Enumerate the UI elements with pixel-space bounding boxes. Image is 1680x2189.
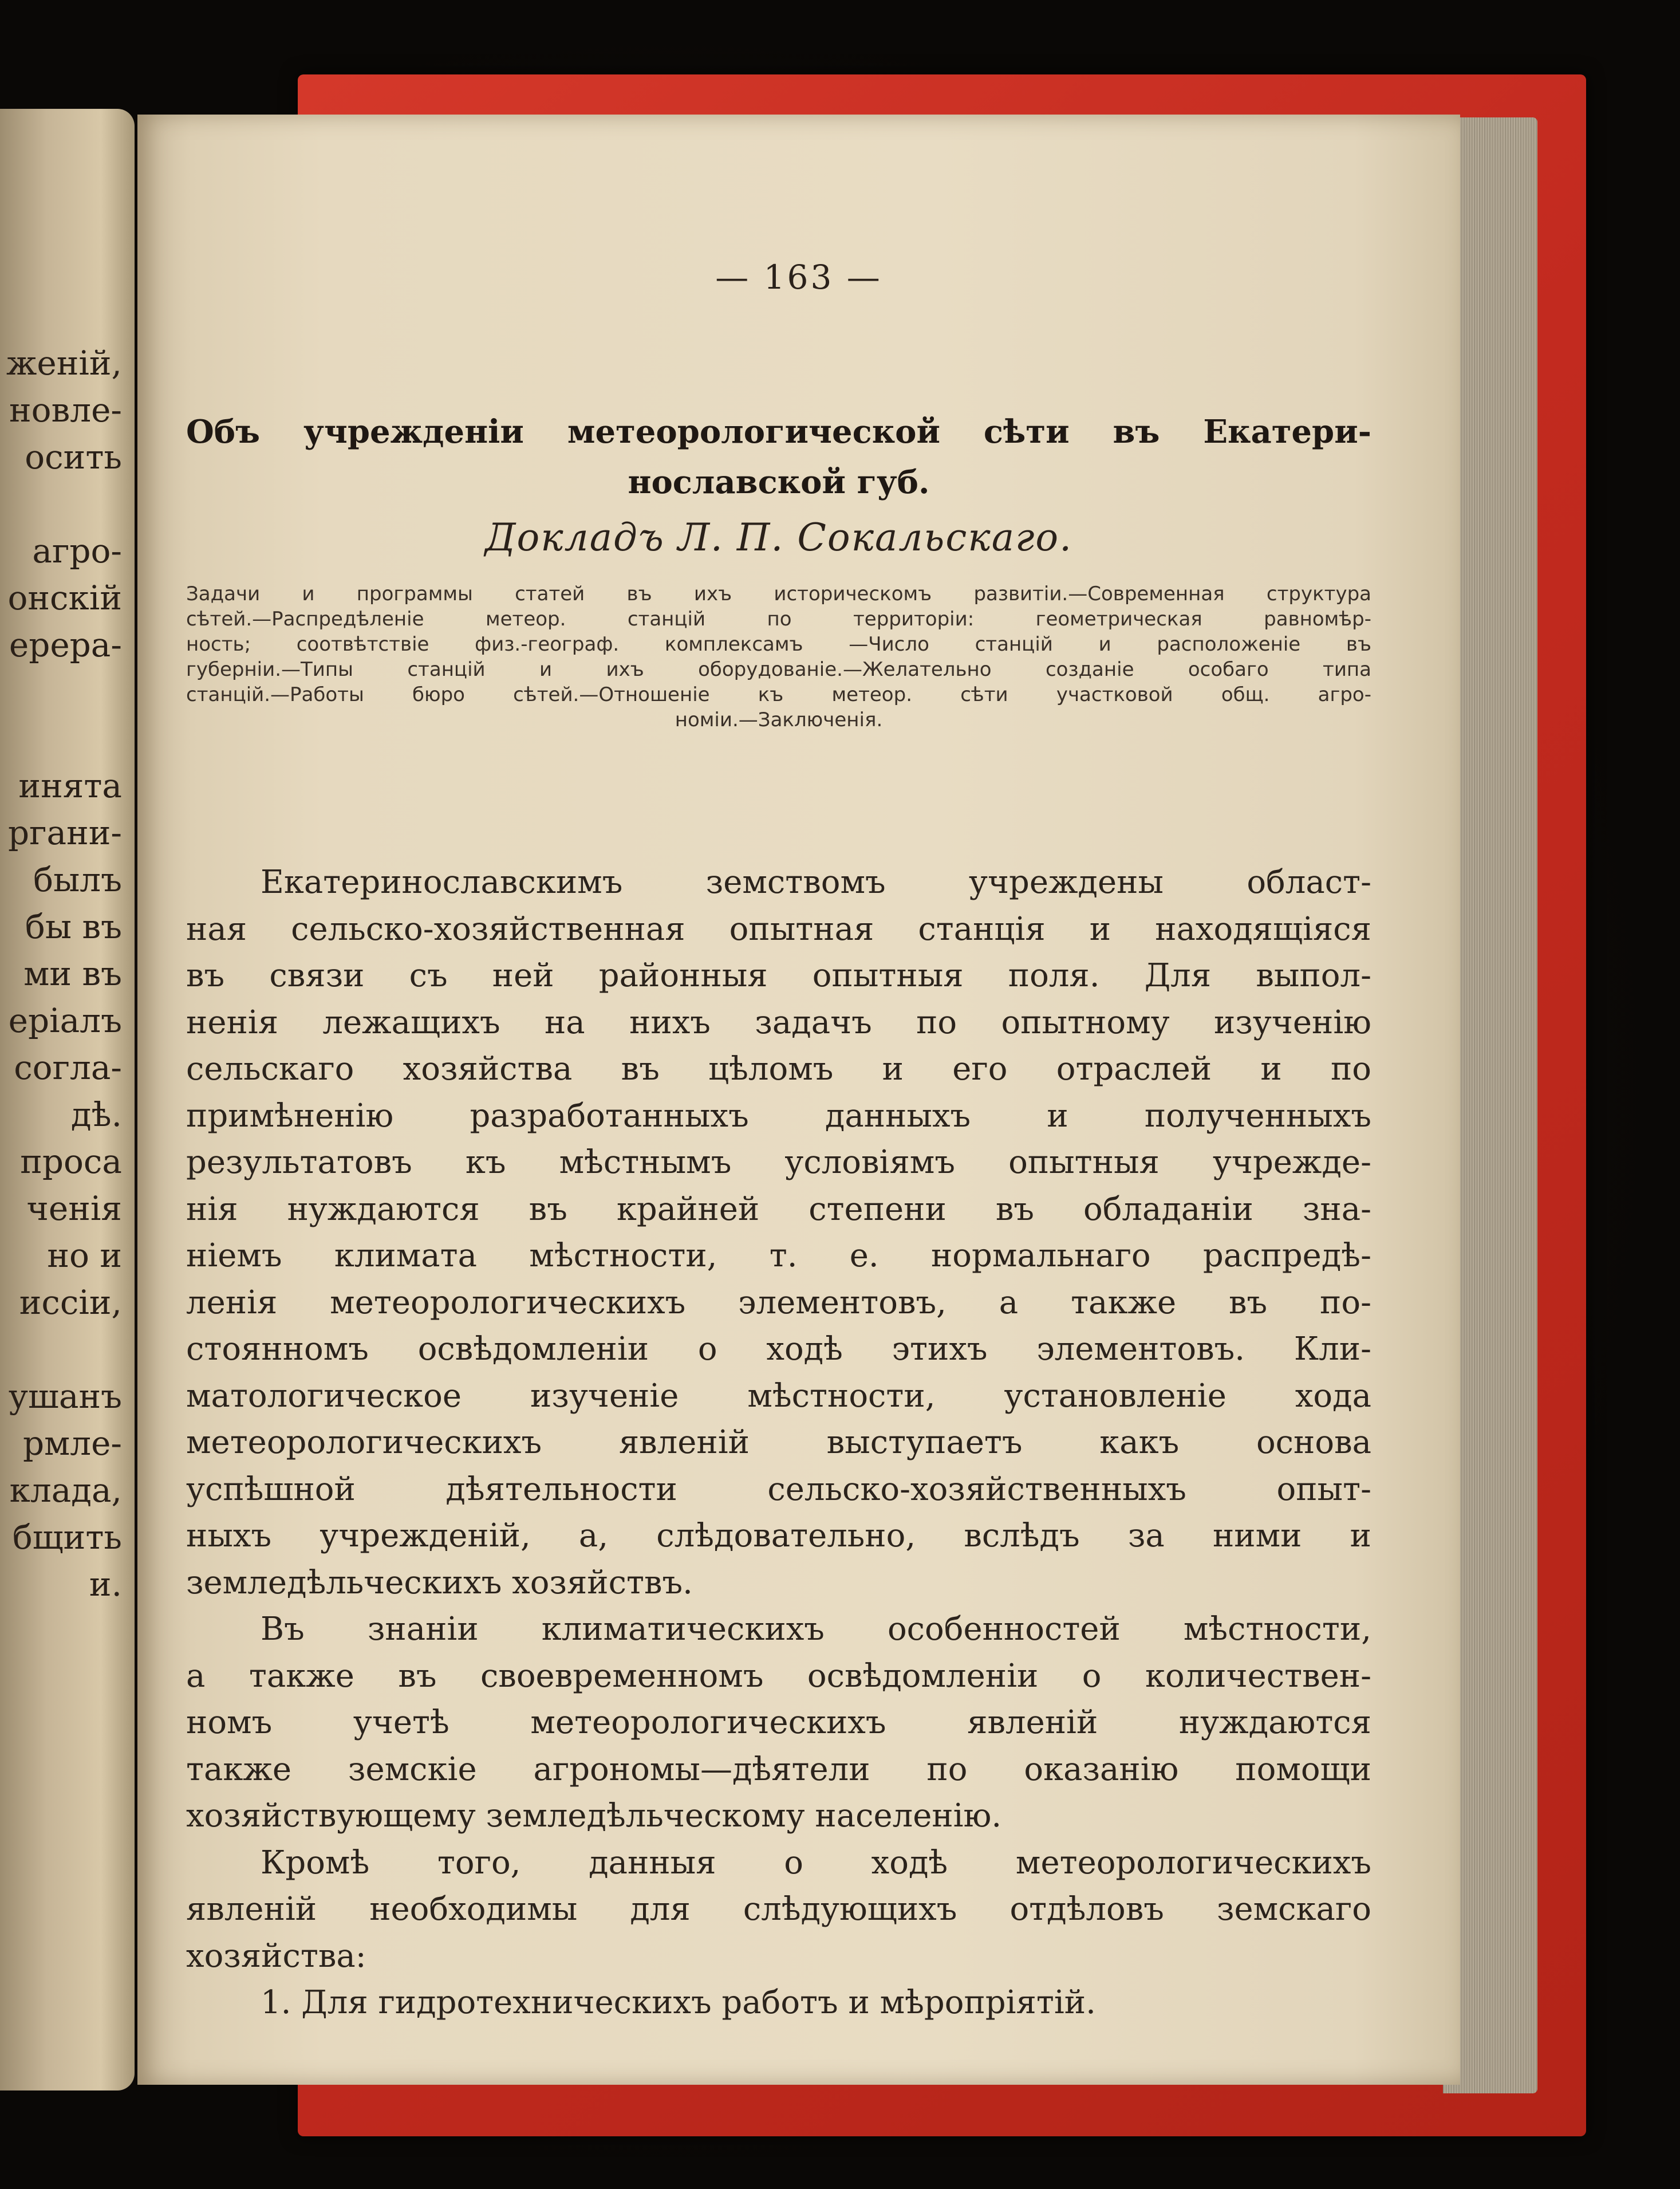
body-line: успѣшной дѣятельности сельско-хозяйственныхъ опыт- <box>186 1470 1371 1508</box>
title-line-1: Объ учрежденіи метеорологической сѣти въ Екатери- <box>186 413 1371 451</box>
left-page-fragment: клада, <box>9 1471 122 1510</box>
previous-page-edge <box>0 109 135 2090</box>
body-line: номъ учетѣ метеорологическихъ явленій нуждаются <box>186 1704 1371 1741</box>
left-page-fragment: еріалъ <box>8 1001 122 1040</box>
left-page-fragment: согла- <box>14 1048 122 1087</box>
left-page-fragment: но и <box>47 1236 122 1275</box>
body-text <box>186 859 1371 2026</box>
left-page-fragment: новле- <box>9 391 122 430</box>
body-line: ная сельско-хозяйственная опытная станція и находящіяся <box>186 910 1371 948</box>
abstract-line: сѣтей.—Распредѣленіе метеор. станцій по территоріи: геометрическая равномѣр- <box>186 608 1371 631</box>
author-line: Докладъ Л. П. Сокальскаго. <box>484 515 1073 560</box>
body-line: явленій необходимы для слѣдующихъ отдѣловъ земскаго <box>186 1891 1371 1928</box>
abstract-line: Задачи и программы статей въ ихъ историческомъ развитіи.—Современная структура <box>186 582 1371 605</box>
left-page-fragment: ушанъ <box>8 1377 122 1416</box>
left-page-fragment: агро- <box>32 531 122 570</box>
abstract-line: номіи.—Заключенія. <box>675 708 883 731</box>
left-page-fragment: проса <box>20 1142 122 1181</box>
left-page-fragment: иссіи, <box>19 1283 122 1322</box>
body-line: нія нуждаются въ крайней степени въ обладаніи зна- <box>186 1190 1371 1228</box>
left-page-fragment: дѣ. <box>70 1095 122 1134</box>
left-page-fragment: осить <box>25 438 122 477</box>
body-line: примѣненію разработанныхъ данныхъ и полученныхъ <box>186 1097 1371 1135</box>
left-page-fragment: инята <box>18 766 122 805</box>
body-line: результатовъ къ мѣстнымъ условіямъ опытныя учрежде- <box>186 1144 1371 1181</box>
body-line: ніемъ климата мѣстности, т. е. нормальнаго распредѣ- <box>186 1237 1371 1274</box>
left-page-fragment: онскій <box>7 578 122 617</box>
left-page-fragment: бщить <box>12 1518 122 1557</box>
body-line: земледѣльческихъ хозяйствъ. <box>186 1564 693 1601</box>
left-page-fragment: ргани- <box>7 813 122 852</box>
body-line: хозяйства: <box>186 1937 366 1975</box>
body-line: Кромѣ того, данныя о ходѣ метеорологическихъ <box>261 1844 1371 1881</box>
body-line: ленія метеорологическихъ элементовъ, а также въ по- <box>186 1284 1371 1321</box>
body-line: ненія лежащихъ на нихъ задачъ по опытному изученію <box>186 1003 1371 1041</box>
left-page-fragment: бы въ <box>25 907 122 946</box>
body-line: а также въ своевременномъ освѣдомленіи о количествен- <box>186 1657 1371 1695</box>
page-number: — 163 — <box>715 258 882 297</box>
left-page-fragment: рмле- <box>22 1424 122 1463</box>
left-page-fragment: былъ <box>33 860 122 899</box>
body-line: сельскаго хозяйства въ цѣломъ и его отраслей и по <box>186 1050 1371 1088</box>
abstract-line: станцій.—Работы бюро сѣтей.—Отношеніе къ метеор. сѣти участковой общ. агро- <box>186 683 1371 706</box>
body-line: Екатеринославскимъ земствомъ учреждены област- <box>261 864 1371 901</box>
left-page-fragment: и. <box>89 1565 122 1604</box>
left-page-fragment: ченія <box>26 1189 122 1228</box>
body-line: Въ знаніи климатическихъ особенностей мѣстности, <box>261 1611 1371 1648</box>
article-title <box>186 407 1371 507</box>
body-line: въ связи съ ней районныя опытныя поля. Для выпол- <box>186 957 1371 994</box>
abstract-line: ность; соотвѣтствіе физ.-географ. комплексамъ —Число станцій и расположеніе въ <box>186 633 1371 656</box>
abstract-line: губерніи.—Типы станцій и ихъ оборудованіе.—Желательно созданіе особаго типа <box>186 658 1371 681</box>
body-line: 1. Для гидротехническихъ работъ и мѣропріятій. <box>261 1984 1096 2021</box>
left-page-fragment: женій, <box>6 344 122 383</box>
body-line: матологическое изученіе мѣстности, установленіе хода <box>186 1377 1371 1415</box>
body-line: стоянномъ освѣдомленіи о ходѣ этихъ элементовъ. Кли- <box>186 1330 1371 1368</box>
abstract <box>186 581 1371 733</box>
left-page-fragment: ерера- <box>9 625 122 664</box>
body-line: метеорологическихъ явленій выступаетъ какъ основа <box>186 1424 1371 1461</box>
document-page <box>137 115 1460 2085</box>
body-line: также земскіе агрономы—дѣятели по оказанію помощи <box>186 1750 1371 1788</box>
body-line: ныхъ учрежденій, а, слѣдовательно, вслѣдъ за ними и <box>186 1517 1371 1554</box>
title-line-2: нославской губ. <box>628 463 930 501</box>
left-page-fragment: ми въ <box>23 954 122 993</box>
body-line: хозяйствующему земледѣльческому населенію. <box>186 1797 1002 1834</box>
